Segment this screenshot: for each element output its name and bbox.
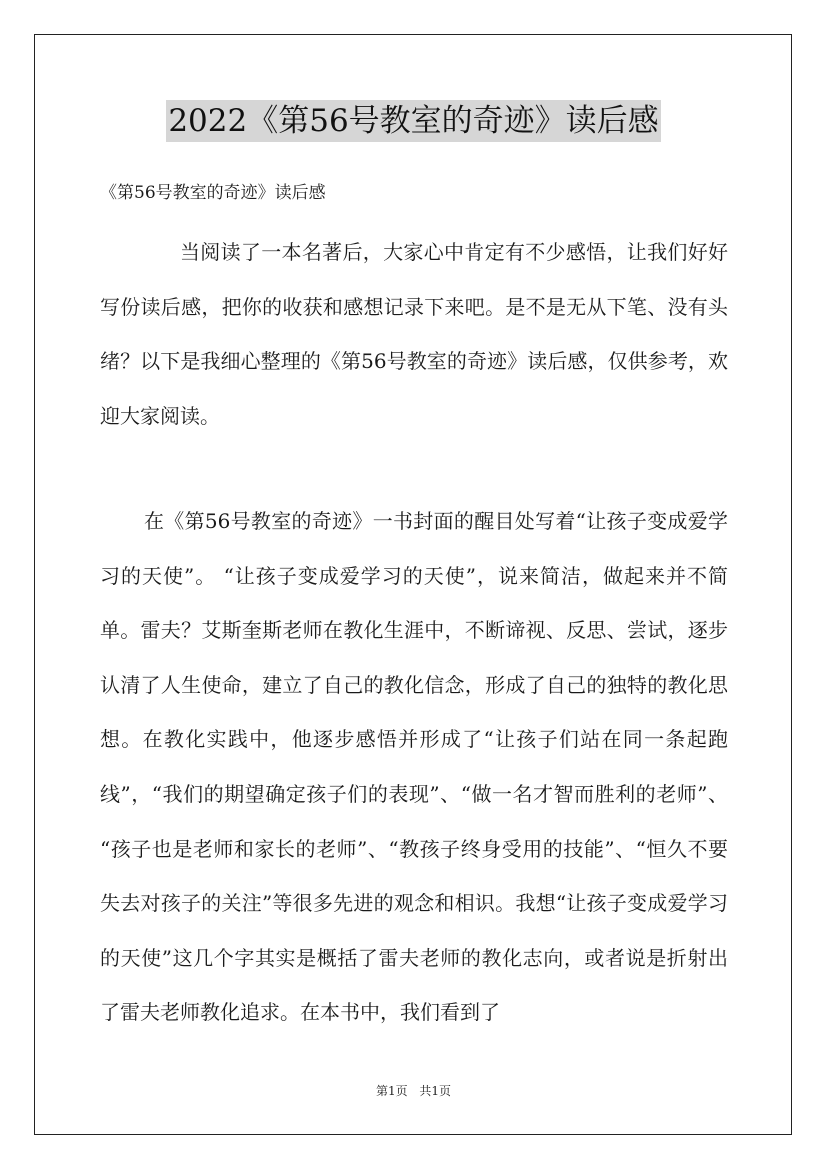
page-number: 第1页 <box>375 1084 408 1098</box>
title-container <box>0 100 827 142</box>
paragraph-intro: 当阅读了一本名著后，大家心中肯定有不少感悟，让我们好好写份读后感，把你的收获和感想记录下来吧。是不是无从下笔、没有头绪？以下是我细心整理的《第56号教室的奇迹》读后感，仅供参考，欢迎大家阅读。 <box>100 240 728 428</box>
document-title: 2022《第56号教室的奇迹》读后感 <box>166 100 660 142</box>
paragraph-body: 在《第56号教室的奇迹》一书封面的醒目处写着“让孩子变成爱学习的天使”。 “让孩子变成爱学习的天使”，说来简洁，做起来并不简单。雷夫？艾斯奎斯老师在教化生涯中，不断谛视、反思、尝试，逐步认清了人生使命，建立了自己的教化信念，形成了自己的独特的教化思想。在教化实践中，他逐步感悟并形成了“让孩子们站在同一条起跑线”，“我们的期望确定孩子们的表现”、“做一名才智而胜利的老师”、 “孩子也是老师和家长的老师”、“教孩子终身受用的技能”、“恒久不要失去对孩子的关注”等很多先进的观念和相识。我想“让孩子变成爱学习的天使”这几个字其实是概括了雷夫老师的教化志向，或者说是折射出了雷夫老师教化追求。在本书中，我们看到了 <box>100 509 728 1025</box>
page-footer <box>0 1082 827 1100</box>
page-total: 共1页 <box>419 1084 452 1098</box>
document-subtitle: 《第56号教室的奇迹》读后感 <box>100 183 326 203</box>
